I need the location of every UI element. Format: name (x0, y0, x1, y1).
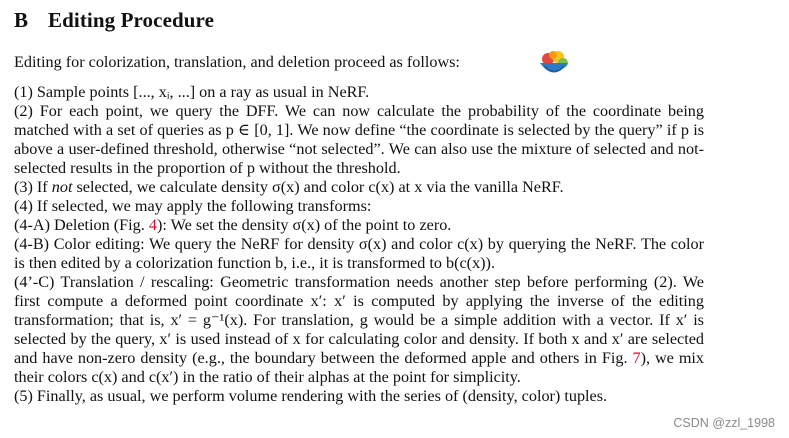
procedure-steps (14, 83, 704, 406)
step-3-emphasis: not (51, 178, 73, 196)
step-4b: (4-B) Color editing: We query the NeRF for density σ(x) and color c(x) by querying the NeRF. The color is then edited by a colorization function b, i.e., it is transformed to b(c(x)). (14, 235, 704, 272)
step-4: (4) If selected, we may apply the following transforms: (14, 197, 372, 215)
step-5: (5) Finally, as usual, we perform volume rendering with the series of (density, color) tuples. (14, 387, 608, 405)
step-4a-pre: (4-A) Deletion (Fig. (14, 216, 149, 234)
step-4a-post: ): We set the density σ(x) of the point to zero. (156, 216, 452, 234)
section-number: B (14, 8, 29, 32)
step-3 (14, 178, 704, 197)
figure-4-link[interactable]: 4 (148, 216, 157, 234)
step-1: (1) Sample points [..., xᵢ, ...] on a ray as usual in NeRF. (14, 83, 370, 101)
step-4c (14, 273, 704, 387)
step-3-post: selected, we calculate density σ(x) and color c(x) at x via the vanilla NeRF. (72, 178, 564, 196)
step-4c-post: ), we mix their colors c(x) and c(x′) in the ratio of their alphas at the point for simplicity. (14, 349, 705, 386)
step-3-pre: (3) If (14, 178, 52, 196)
figure-7-link[interactable]: 7 (632, 349, 641, 367)
watermark: CSDN @zzl_1998 (673, 416, 775, 430)
step-2: (2) For each point, we query the DFF. We can now calculate the probability of the coordinate being matched with a set of queries as p ∈ [0, 1]. We now define “the coordinate is selected by the query” if p is above a user-defined threshold, otherwise “not selected”. We can also use the mixture of selected and not-selected results in the proportion of p without the threshold. (14, 102, 704, 177)
step-4a (14, 216, 704, 235)
bowl-of-fruit-icon (538, 50, 570, 80)
section-title: Editing Procedure (48, 8, 215, 32)
section-heading (14, 8, 214, 33)
step-4c-pre: (4’-C) Translation / rescaling: Geometric transformation needs another step before performing (2). We first compute a deformed point coordinate x′: x′ is computed by applying the inverse of the editing transformation; that is, x′ = g⁻¹(x). For translation, g would be a simple addition with a vector. If x′ is selected by the query, x′ is used instead of x for calculating color and density. If both x and x′ are selected and have non-zero density (e.g., the boundary between the deformed apple and others in Fig. (14, 273, 704, 367)
intro-sentence: Editing for colorization, translation, and deletion proceed as follows: (14, 53, 460, 71)
